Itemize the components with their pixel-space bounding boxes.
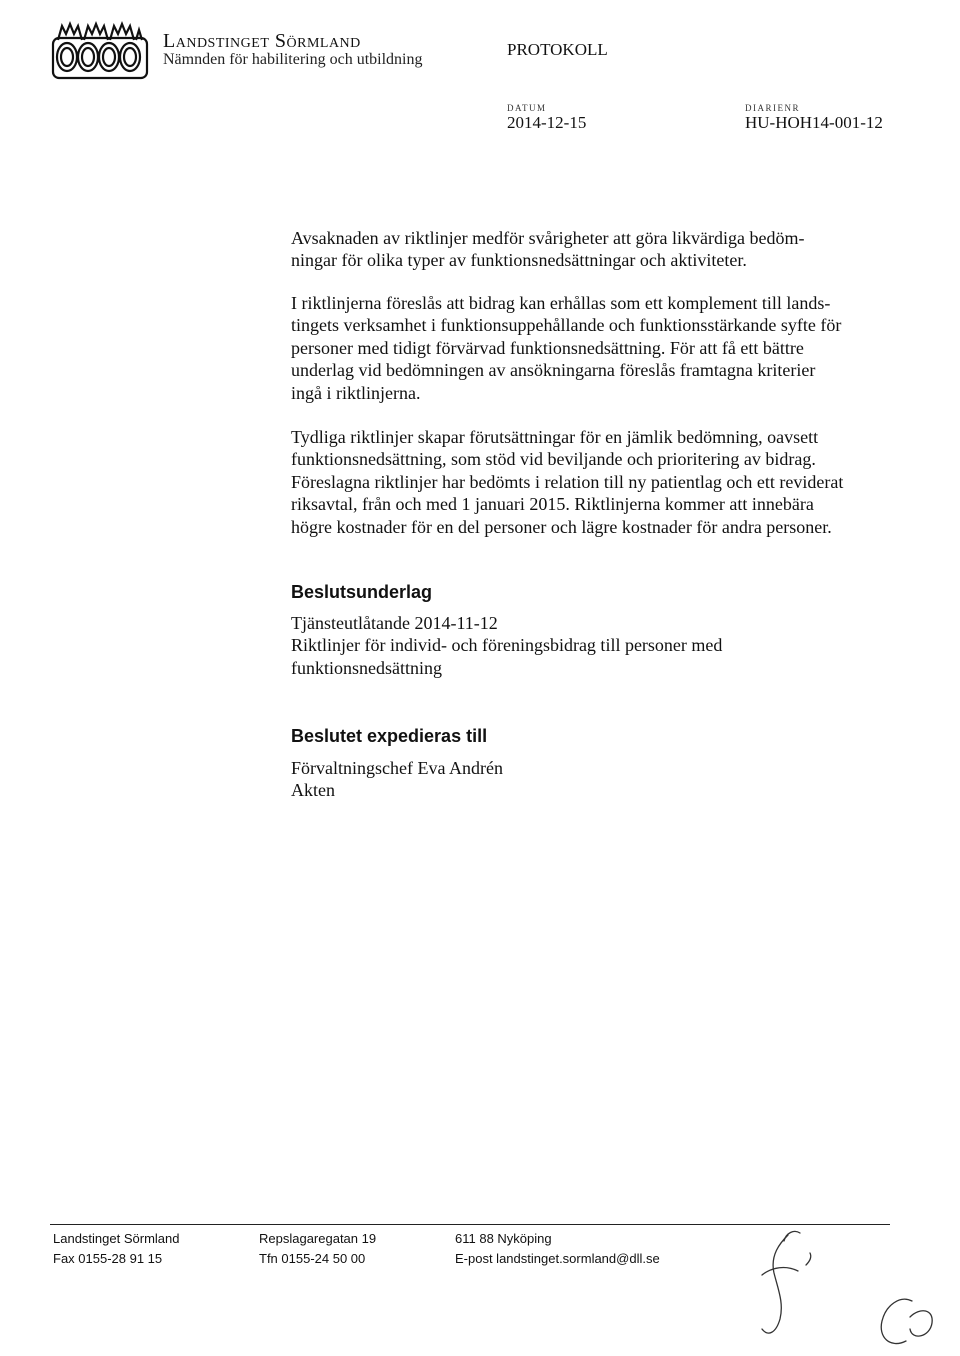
expedieras-list [291, 757, 911, 802]
list-item: Tjänsteutlåtande 2014-11-12 [291, 613, 498, 633]
text-line: ningar för olika typer av funktionsnedsättningar och aktiviteter. [291, 250, 747, 271]
text-line: Tydliga riktlinjer skapar förutsättningar för en jämlik bedömning, oavsett [291, 427, 819, 447]
text-line: funktionsnedsättning, som stöd vid beviljande och prioritering av bidrag. [291, 449, 816, 470]
footer-email: E-post landstinget.sormland@dll.se [455, 1251, 660, 1266]
paragraph-2 [291, 292, 911, 404]
footer-org: Landstinget Sörmland [53, 1231, 180, 1246]
footer-fax: Fax 0155-28 91 15 [53, 1251, 163, 1266]
footer-street: Repslagaregatan 19 [259, 1231, 377, 1246]
beslutsunderlag-heading: Beslutsunderlag [291, 582, 433, 602]
org-name-first: Landstinget [163, 30, 270, 52]
text-line: Föreslagna riktlinjer har bedömts i relation till ny patientlag och ett reviderat [291, 471, 844, 492]
list-item: Riktlinjer för individ- och föreningsbidrag till personer med [291, 635, 723, 656]
organization-name [163, 30, 361, 53]
org-name-second: Sörmland [274, 30, 361, 52]
text-line: riksavtal, från och med 1 januari 2015. Riktlinjerna kommer att innebära [291, 494, 814, 515]
list-item: funktionsnedsättning [291, 657, 442, 678]
beslutsunderlag-list [291, 612, 911, 679]
diary-value: HU-HOH14-001-12 [745, 113, 883, 132]
list-item: Akten [291, 780, 335, 801]
date-value: 2014-12-15 [507, 113, 587, 132]
date-label: DATUM [507, 103, 547, 113]
document-type: PROTOKOLL [507, 40, 608, 59]
text-line: I riktlinjerna föreslås att bidrag kan erhållas som ett komplement till lands- [291, 293, 831, 313]
text-line: ingå i riktlinjerna. [291, 382, 421, 403]
footer-city: 611 88 Nyköping [455, 1231, 552, 1246]
expedieras-heading: Beslutet expedieras till [291, 726, 488, 746]
organization-subtitle: Nämnden för habilitering och utbildning [163, 51, 423, 68]
footer-phone: Tfn 0155-24 50 00 [259, 1251, 366, 1266]
diary-label: DIARIENR [745, 103, 800, 113]
paragraph-3 [291, 426, 911, 538]
text-line: tingets verksamhet i funktionsuppehållande och funktionsstärkande syfte för [291, 315, 842, 336]
landstinget-logo [50, 20, 150, 82]
text-line: högre kostnader för en del personer och lägre kostnader för andra personer. [291, 516, 832, 537]
paragraph-1 [291, 227, 911, 272]
text-line: underlag vid bedömningen av ansökningarna föreslås framtagna kriterier [291, 360, 816, 381]
text-line: personer med tidigt förvärvad funktionsnedsättning. För att få ett bättre [291, 337, 804, 358]
list-item: Förvaltningschef Eva Andrén [291, 758, 503, 778]
handwritten-initials [740, 1225, 960, 1356]
text-line: Avsaknaden av riktlinjer medför svårigheter att göra likvärdiga bedöm- [291, 228, 805, 248]
